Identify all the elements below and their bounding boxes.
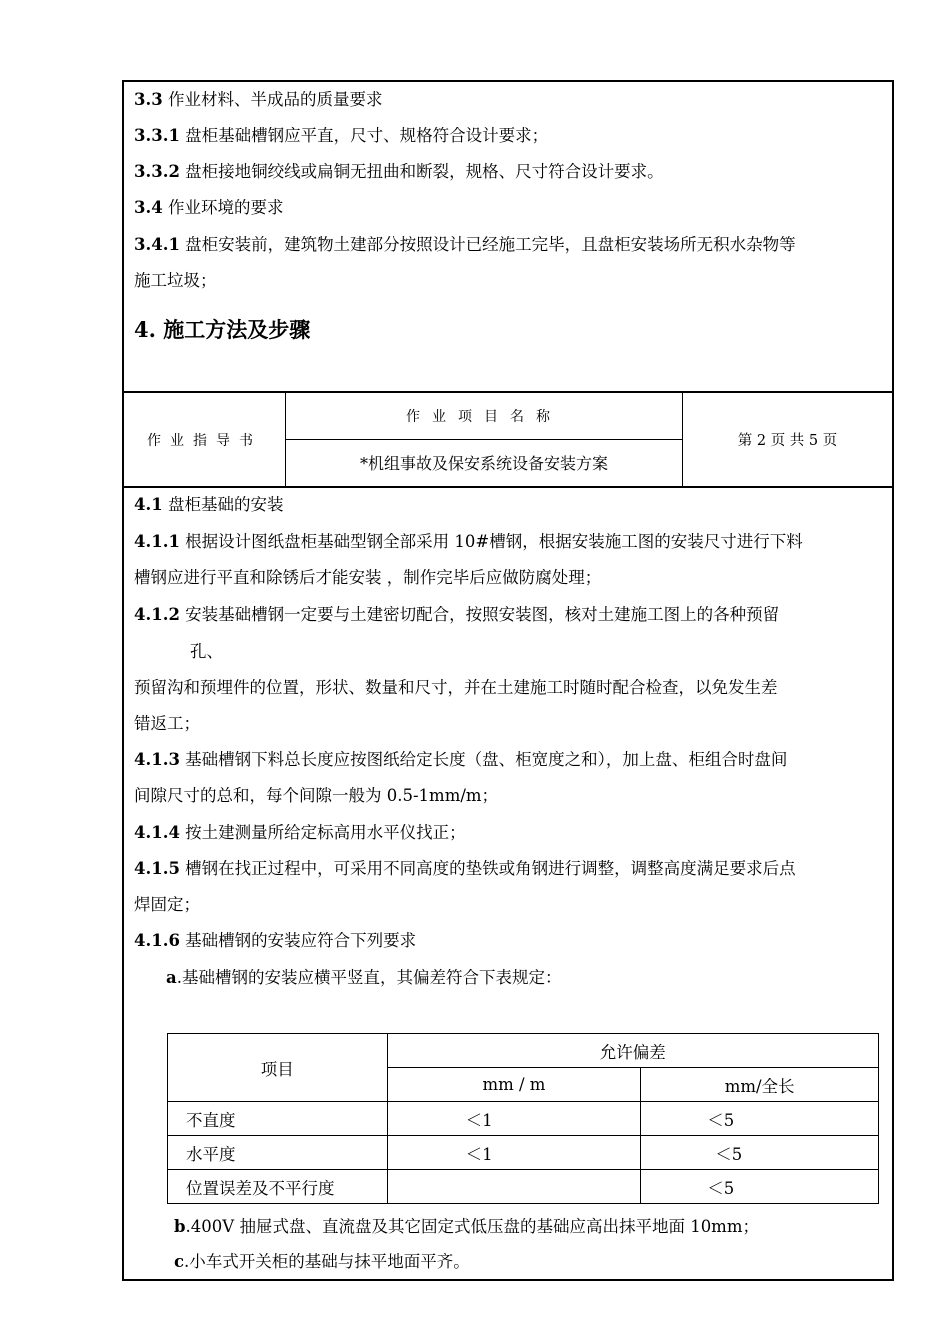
clause-text: 作业环境的要求 <box>162 198 284 217</box>
sec3-line-6 <box>134 267 217 291</box>
clause-number: 3.3 <box>134 90 163 109</box>
item-text: .基础槽钢的安装应横平竖直，其偏差符合下表规定： <box>176 968 562 987</box>
clause-text: 盘柜基础的安装 <box>162 495 284 514</box>
table-row <box>168 1170 879 1204</box>
clause-text: 预留沟和预埋件的位置，形状、数量和尺寸，并在土建施工时随时配合检查，以免发生差 <box>134 678 778 697</box>
sec4-line-11 <box>134 855 796 879</box>
table-row <box>168 1136 879 1170</box>
clause-text: 盘柜接地铜绞线或扁铜无扭曲和断裂，规格、尺寸符合设计要求。 <box>179 162 664 181</box>
clause-text: 槽钢在找正过程中，可采用不同高度的垫铁或角钢进行调整，调整高度满足要求后点 <box>179 859 796 878</box>
clause-number: 3.4 <box>134 198 163 217</box>
clause-text: 施工垃圾； <box>134 271 217 290</box>
sec4-line-5 <box>190 638 223 662</box>
clause-number: 3.4.1 <box>134 235 180 254</box>
clause-number: 3.3.2 <box>134 162 180 181</box>
clause-text: 间隙尺寸的总和，每个间隙一般为 0.5-1mm/m； <box>134 786 499 805</box>
sec3-line-3 <box>134 158 664 182</box>
sec4-line-2 <box>134 528 803 552</box>
sec4-line-9 <box>134 782 498 806</box>
row-value-full: ＜5 <box>641 1136 879 1170</box>
row-value-per-m: ＜1 <box>387 1102 641 1136</box>
page-number: 第 2 页 共 5 页 <box>737 433 838 449</box>
page-header-table <box>124 391 892 488</box>
clause-text: 基础槽钢下料总长度应按图纸给定长度（盘、柜宽度之和），加上盘、柜组合时盘间 <box>179 750 788 769</box>
section-heading: 4. 施工方法及步骤 <box>134 317 311 342</box>
sec3-line-2 <box>134 122 548 146</box>
sec4-line-4 <box>134 601 779 625</box>
clause-text: 安装基础槽钢一定要与土建密切配合，按照安装图，核对土建施工图上的各种预留 <box>179 605 780 624</box>
item-letter: b <box>174 1217 186 1236</box>
row-value-full: ＜5 <box>641 1170 879 1204</box>
sec4-line-8 <box>134 746 787 770</box>
clause-text: 孔、 <box>190 642 223 661</box>
clause-number: 4.1.1 <box>134 532 180 551</box>
sec3-line-4 <box>134 194 283 218</box>
doc-type-label: 作业指导书 <box>124 393 286 486</box>
header-mm-per-m: mm / m <box>387 1068 641 1102</box>
clause-number: 4.1 <box>134 495 163 514</box>
sec4-line-13 <box>134 927 416 951</box>
clause-number: 4.1.6 <box>134 931 180 950</box>
clause-text: 按土建测量所给定标高用水平仪找正； <box>179 823 466 842</box>
sec3-line-1 <box>134 86 382 110</box>
clause-text: 作业材料、半成品的质量要求 <box>162 90 383 109</box>
deviation-table <box>167 1033 879 1204</box>
row-value-per-m: ＜1 <box>387 1136 641 1170</box>
header-tolerance: 允许偏差 <box>387 1034 878 1068</box>
sec3-line-5 <box>134 231 796 255</box>
item-letter: c <box>174 1252 185 1271</box>
project-name-cell <box>286 393 683 486</box>
document-frame <box>122 80 894 1281</box>
header-mm-full-length: mm/全长 <box>641 1068 879 1102</box>
clause-number: 4.1.4 <box>134 823 180 842</box>
clause-text: 盘柜基础槽钢应平直，尺寸、规格符合设计要求； <box>179 126 549 145</box>
clause-text: 槽钢应进行平直和除锈后才能安装 ，制作完毕后应做防腐处理； <box>134 568 602 587</box>
header-item: 项目 <box>168 1034 388 1102</box>
clause-text: 根据设计图纸盘柜基础型钢全部采用 10#槽钢，根据安装施工图的安装尺寸进行下料 <box>179 532 803 551</box>
item-text: .小车式开关柜的基础与抹平地面平齐。 <box>184 1252 470 1271</box>
item-a <box>166 964 561 988</box>
clause-number: 4.1.2 <box>134 605 180 624</box>
sec4-line-10 <box>134 819 466 843</box>
project-name-value: *机组事故及保安系统设备安装方案 <box>359 454 608 473</box>
sec4-line-3 <box>134 564 601 588</box>
clause-text: 焊固定； <box>134 895 200 914</box>
clause-number: 3.3.1 <box>134 126 180 145</box>
sec4-line-6 <box>134 674 778 698</box>
project-name-label: 作业项目名称 <box>286 393 682 440</box>
item-letter: a <box>166 968 177 987</box>
row-item: 不直度 <box>168 1102 388 1136</box>
sec4-line-12 <box>134 891 200 915</box>
sec4-line-7 <box>134 710 200 734</box>
table-row <box>168 1102 879 1136</box>
item-b <box>174 1213 759 1237</box>
item-c <box>174 1248 470 1272</box>
clause-text: 错返工； <box>134 714 200 733</box>
row-value-per-m <box>387 1170 641 1204</box>
row-item: 水平度 <box>168 1136 388 1170</box>
item-text: .400V 抽屉式盘、直流盘及其它固定式低压盘的基础应高出抹平地面 10mm； <box>185 1217 759 1236</box>
clause-text: 盘柜安装前，建筑物土建部分按照设计已经施工完毕，且盘柜安装场所无积水杂物等 <box>179 235 796 254</box>
clause-text: 基础槽钢的安装应符合下列要求 <box>179 931 417 950</box>
row-item: 位置误差及不平行度 <box>168 1170 388 1204</box>
clause-number: 4.1.5 <box>134 859 180 878</box>
row-value-full: ＜5 <box>641 1102 879 1136</box>
sec4-line-1 <box>134 491 283 515</box>
clause-number: 4.1.3 <box>134 750 180 769</box>
